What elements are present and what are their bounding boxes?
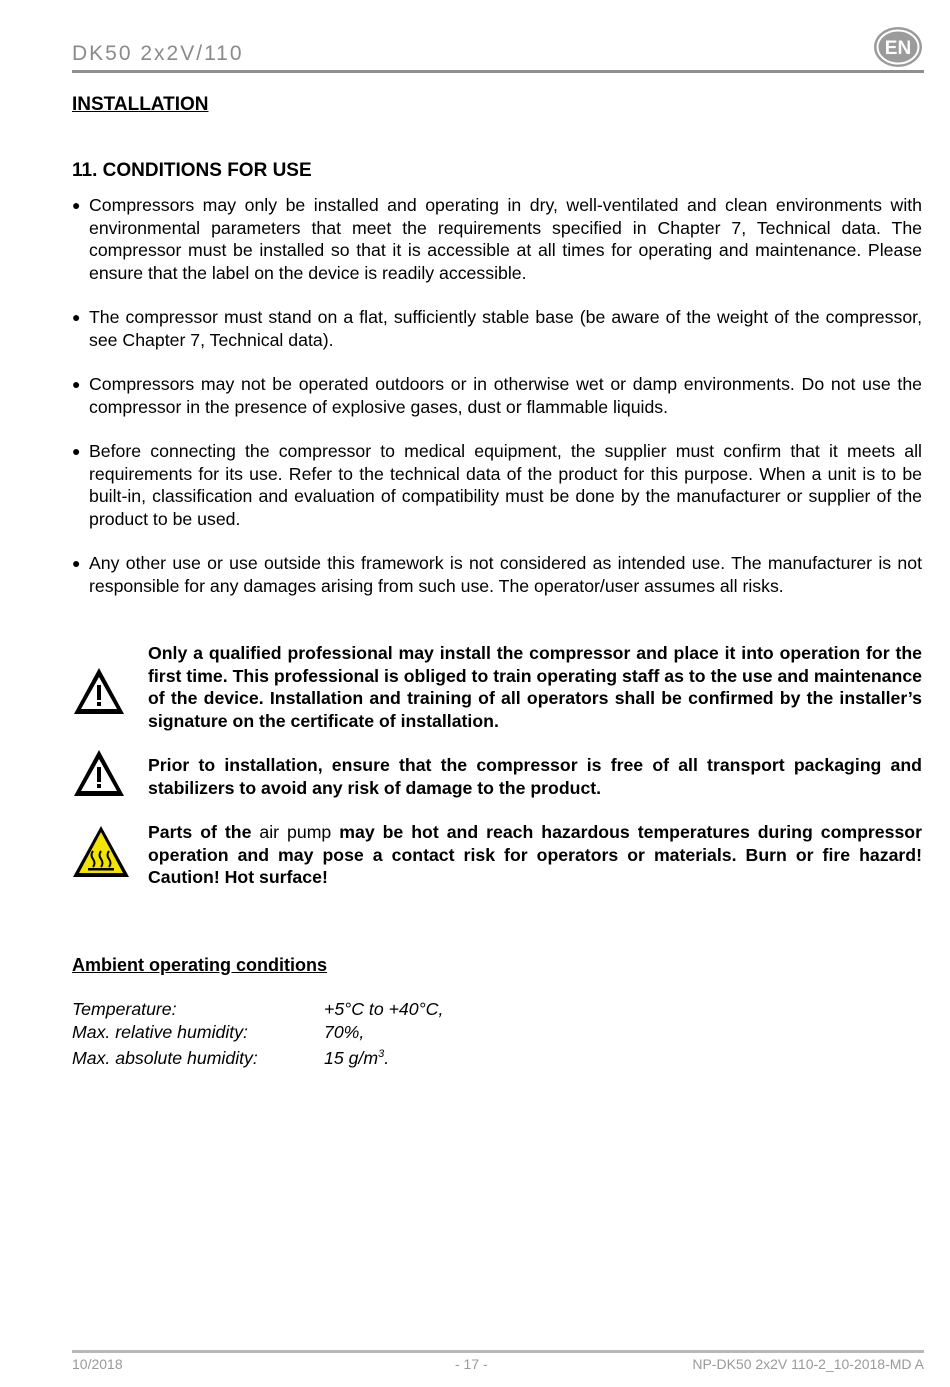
list-item-text: Compressors may not be operated outdoors or in otherwise wet or damp environments. Do not use the compressor in the presence of explosive gases, dust or flammable liquids. bbox=[89, 374, 922, 417]
list-item-text: Before connecting the compressor to medical equipment, the supplier must confirm that it meets all requirements for its use. Refer to the technical data of the product for this purpose. When a unit is to be built-in, classification and evaluation of compatibility must be done by the manufacturer or supplier of the product to be used. bbox=[89, 441, 922, 529]
condition-value: +5°C to +40°C, bbox=[324, 999, 444, 1019]
warning-packaging-text: Prior to installation, ensure that the compressor is free of all transport packaging and stabilizers to avoid any risk of damage to the product. bbox=[148, 755, 922, 798]
warning-triangle-icon bbox=[72, 666, 126, 721]
footer-date: 10/2018 bbox=[72, 1356, 123, 1372]
list-item-text: Any other use or use outside this framework is not considered as intended use. The manufacturer is not responsible for any damages arising from such use. The operator/user assumes all risks. bbox=[89, 553, 922, 596]
condition-value-exponent: 3 bbox=[378, 1048, 385, 1060]
table-row bbox=[72, 998, 443, 1021]
warning-qualified-text: Only a qualified professional may install the compressor and place it into operation for the first time. This professional is obliged to train operating staff as to the use and maintenance of the device. Installation and training of all operators shall be confirmed by the installer’s signature on the certificate of installation. bbox=[148, 643, 922, 731]
list-item: ● Before connecting the compressor to medical equipment, the supplier must confirm that it meets all requirements for its use. Refer to the technical data of the product for this purpose. When a unit is to be built-in, classification and evaluation of compatibility must be done by the manufacturer or supplier of the product to be used. bbox=[72, 441, 922, 529]
warning-hot-text-a: Parts of the bbox=[148, 822, 252, 842]
conditions-list bbox=[72, 194, 922, 619]
table-row bbox=[72, 1021, 443, 1044]
list-item: ● Compressors may only be installed and operating in dry, well-ventilated and clean environments with environmental parameters that meet the requirements specified in Chapter 7, Technical data. The compressor must be installed so that it is accessible at all times for operating and maintenance. Please ensure that the label on the device is readily accessible. bbox=[72, 195, 922, 283]
ambient-heading: Ambient operating conditions bbox=[72, 955, 327, 975]
condition-label: Max. relative humidity: bbox=[72, 1021, 248, 1042]
section-title: INSTALLATION bbox=[72, 94, 209, 115]
chapter-title: 11. CONDITIONS FOR USE bbox=[72, 160, 312, 181]
footer-rule bbox=[72, 1350, 924, 1353]
ambient-conditions-table bbox=[72, 998, 443, 1066]
list-item: ● Any other use or use outside this framework is not considered as intended use. The manufacturer is not responsible for any damages arising from such use. The operator/user assumes all risks. bbox=[72, 553, 922, 596]
list-item-text: The compressor must stand on a flat, sufficiently stable base (be aware of the weight of the compressor, see Chapter 7, Technical data). bbox=[89, 307, 922, 350]
document-code: DK50 2x2V/110 bbox=[72, 42, 244, 65]
header-rule bbox=[72, 70, 924, 73]
table-row bbox=[72, 1043, 443, 1066]
language-badge-label: EN bbox=[884, 38, 912, 59]
warning-triangle-icon bbox=[72, 748, 126, 803]
condition-value-suffix: . bbox=[384, 1047, 390, 1068]
language-badge bbox=[872, 24, 924, 70]
condition-label: Temperature: bbox=[72, 999, 177, 1019]
list-item: ● The compressor must stand on a flat, sufficiently stable base (be aware of the weight of the compressor, see Chapter 7, Technical data). bbox=[72, 307, 922, 350]
footer-page-number: - 17 - bbox=[455, 1356, 488, 1372]
list-item: ● Compressors may not be operated outdoors or in otherwise wet or damp environments. Do not use the compressor in the presence of explosive gases, dust or flammable liquids. bbox=[72, 374, 922, 417]
footer-document-reference: NP-DK50 2x2V 110-2_10-2018-MD A bbox=[692, 1356, 924, 1372]
warning-hot-text-c: may be hot and reach hazardous temperatures during compressor operation and may pose a contact risk for operators or materials. Burn or fire hazard! Caution! Hot surface! bbox=[148, 822, 922, 887]
hot-surface-icon bbox=[72, 825, 130, 884]
list-item-text: Compressors may only be installed and operating in dry, well-ventilated and clean environments with environmental parameters that meet the requirements specified in Chapter 7, Technical data. The compressor must be installed so that it is accessible at all times for operating and maintenance. Please ensure that the label on the device is readily accessible. bbox=[89, 195, 922, 283]
warning-hot-text-b: air pump bbox=[251, 822, 340, 842]
condition-value: 70%, bbox=[324, 1021, 365, 1042]
condition-value: 15 g/m bbox=[324, 1047, 379, 1068]
condition-label: Max. absolute humidity: bbox=[72, 1047, 258, 1068]
